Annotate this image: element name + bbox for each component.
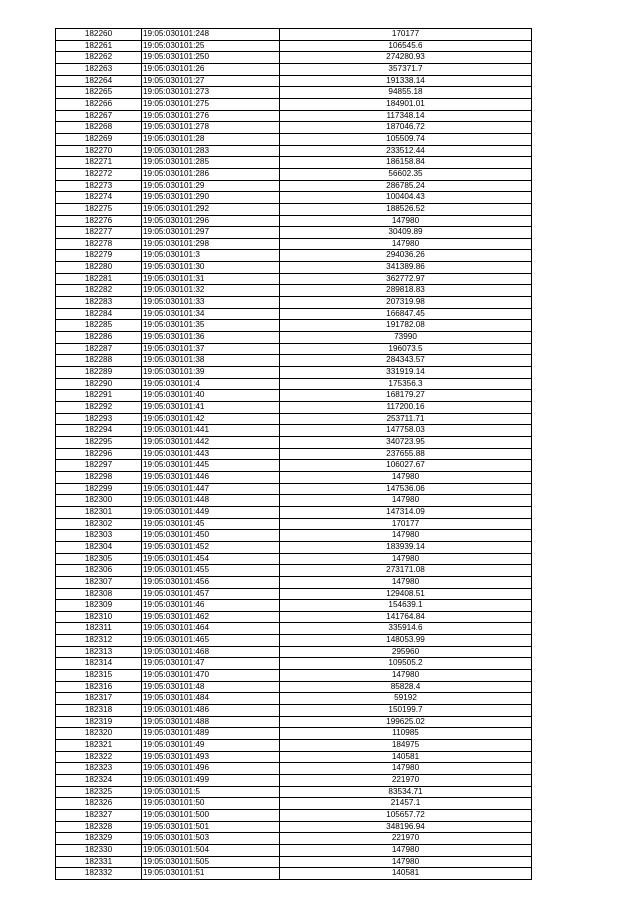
cadastral-value-cell: 191338.14	[280, 75, 532, 87]
table-row	[56, 250, 532, 262]
record-number-cell: 182308	[56, 588, 142, 600]
cadastral-number-cell: 19:05:030101:448	[142, 495, 280, 507]
document-sheet	[55, 28, 532, 880]
record-number-cell: 182310	[56, 611, 142, 623]
cadastral-number-cell: 19:05:030101:250	[142, 52, 280, 64]
cadastral-value-cell: 106027.67	[280, 460, 532, 472]
table-row	[56, 87, 532, 99]
cadastral-value-cell: 147980	[280, 530, 532, 542]
record-number-cell: 182270	[56, 145, 142, 157]
cadastral-value-cell: 106545.6	[280, 40, 532, 52]
table-row	[56, 705, 532, 717]
table-row	[56, 98, 532, 110]
table-row	[56, 740, 532, 752]
cadastral-number-cell: 19:05:030101:41	[142, 402, 280, 414]
table-row	[56, 506, 532, 518]
cadastral-value-cell: 147980	[280, 215, 532, 227]
table-row	[56, 133, 532, 145]
cadastral-number-cell: 19:05:030101:462	[142, 611, 280, 623]
record-number-cell: 182307	[56, 576, 142, 588]
cadastral-number-cell: 19:05:030101:25	[142, 40, 280, 52]
record-number-cell: 182269	[56, 133, 142, 145]
cadastral-value-cell: 187046.72	[280, 122, 532, 134]
cadastral-number-cell: 19:05:030101:4	[142, 378, 280, 390]
table-row	[56, 553, 532, 565]
record-number-cell: 182321	[56, 740, 142, 752]
table-row	[56, 180, 532, 192]
cadastral-number-cell: 19:05:030101:505	[142, 856, 280, 868]
cadastral-number-cell: 19:05:030101:450	[142, 530, 280, 542]
table-row	[56, 576, 532, 588]
cadastral-value-cell: 147980	[280, 495, 532, 507]
record-number-cell: 182266	[56, 98, 142, 110]
table-row	[56, 355, 532, 367]
cadastral-number-cell: 19:05:030101:30	[142, 262, 280, 274]
record-number-cell: 182267	[56, 110, 142, 122]
cadastral-value-cell: 188526.52	[280, 203, 532, 215]
record-number-cell: 182324	[56, 775, 142, 787]
cadastral-number-cell: 19:05:030101:45	[142, 518, 280, 530]
record-number-cell: 182273	[56, 180, 142, 192]
cadastral-value-cell: 147980	[280, 238, 532, 250]
record-number-cell: 182317	[56, 693, 142, 705]
record-number-cell: 182277	[56, 227, 142, 239]
record-number-cell: 182319	[56, 716, 142, 728]
cadastral-value-cell: 117200.16	[280, 402, 532, 414]
table-row	[56, 670, 532, 682]
table-row	[56, 29, 532, 41]
table-row	[56, 565, 532, 577]
cadastral-number-cell: 19:05:030101:35	[142, 320, 280, 332]
table-row	[56, 833, 532, 845]
cadastral-number-cell: 19:05:030101:298	[142, 238, 280, 250]
cadastral-value-cell: 295960	[280, 646, 532, 658]
table-row	[56, 203, 532, 215]
table-row	[56, 600, 532, 612]
table-row	[56, 297, 532, 309]
table-row	[56, 378, 532, 390]
cadastral-value-cell: 150199.7	[280, 705, 532, 717]
cadastral-value-cell: 186158.84	[280, 157, 532, 169]
table-body	[56, 29, 532, 880]
record-number-cell: 182278	[56, 238, 142, 250]
cadastral-value-cell: 110985	[280, 728, 532, 740]
cadastral-value-cell: 199625.02	[280, 716, 532, 728]
cadastral-number-cell: 19:05:030101:50	[142, 798, 280, 810]
cadastral-number-cell: 19:05:030101:26	[142, 63, 280, 75]
cadastral-number-cell: 19:05:030101:468	[142, 646, 280, 658]
cadastral-value-cell: 147980	[280, 576, 532, 588]
cadastral-value-cell: 109505.2	[280, 658, 532, 670]
cadastral-value-cell: 73990	[280, 332, 532, 344]
cadastral-number-cell: 19:05:030101:500	[142, 809, 280, 821]
table-row	[56, 844, 532, 856]
cadastral-number-cell: 19:05:030101:34	[142, 308, 280, 320]
table-row	[56, 425, 532, 437]
table-row	[56, 646, 532, 658]
cadastral-number-cell: 19:05:030101:452	[142, 541, 280, 553]
cadastral-value-cell: 273171.08	[280, 565, 532, 577]
cadastral-value-cell: 59192	[280, 693, 532, 705]
cadastral-number-cell: 19:05:030101:470	[142, 670, 280, 682]
cadastral-value-cell: 274280.93	[280, 52, 532, 64]
cadastral-value-cell: 221970	[280, 775, 532, 787]
cadastral-number-cell: 19:05:030101:292	[142, 203, 280, 215]
table-row	[56, 786, 532, 798]
cadastral-number-cell: 19:05:030101:248	[142, 29, 280, 41]
record-number-cell: 182282	[56, 285, 142, 297]
cadastral-value-cell: 191782.08	[280, 320, 532, 332]
table-row	[56, 192, 532, 204]
cadastral-value-cell: 340723.95	[280, 436, 532, 448]
table-row	[56, 751, 532, 763]
cadastral-value-cell: 140581	[280, 868, 532, 880]
record-number-cell: 182272	[56, 168, 142, 180]
cadastral-number-cell: 19:05:030101:286	[142, 168, 280, 180]
cadastral-number-cell: 19:05:030101:296	[142, 215, 280, 227]
cadastral-value-cell: 207319.98	[280, 297, 532, 309]
table-row	[56, 821, 532, 833]
record-number-cell: 182260	[56, 29, 142, 41]
table-row	[56, 52, 532, 64]
table-row	[56, 460, 532, 472]
table-row	[56, 157, 532, 169]
cadastral-number-cell: 19:05:030101:46	[142, 600, 280, 612]
record-number-cell: 182306	[56, 565, 142, 577]
table-row	[56, 775, 532, 787]
cadastral-value-cell: 30409.89	[280, 227, 532, 239]
table-row	[56, 588, 532, 600]
cadastral-number-cell: 19:05:030101:449	[142, 506, 280, 518]
record-number-cell: 182287	[56, 343, 142, 355]
cadastral-number-cell: 19:05:030101:297	[142, 227, 280, 239]
table-row	[56, 681, 532, 693]
record-number-cell: 182263	[56, 63, 142, 75]
cadastral-number-cell: 19:05:030101:275	[142, 98, 280, 110]
cadastral-value-cell: 117348.14	[280, 110, 532, 122]
cadastral-number-cell: 19:05:030101:33	[142, 297, 280, 309]
cadastral-value-cell: 184975	[280, 740, 532, 752]
table-row	[56, 273, 532, 285]
record-number-cell: 182275	[56, 203, 142, 215]
cadastral-number-cell: 19:05:030101:503	[142, 833, 280, 845]
cadastral-number-cell: 19:05:030101:32	[142, 285, 280, 297]
cadastral-value-cell: 147758.03	[280, 425, 532, 437]
record-number-cell: 182276	[56, 215, 142, 227]
cadastral-number-cell: 19:05:030101:464	[142, 623, 280, 635]
record-number-cell: 182280	[56, 262, 142, 274]
cadastral-value-cell: 83534.71	[280, 786, 532, 798]
record-number-cell: 182286	[56, 332, 142, 344]
cadastral-number-cell: 19:05:030101:29	[142, 180, 280, 192]
record-number-cell: 182284	[56, 308, 142, 320]
record-number-cell: 182295	[56, 436, 142, 448]
table-row	[56, 798, 532, 810]
table-row	[56, 413, 532, 425]
table-row	[56, 285, 532, 297]
table-row	[56, 40, 532, 52]
cadastral-value-cell: 148053.99	[280, 635, 532, 647]
cadastral-value-cell: 357371.7	[280, 63, 532, 75]
table-row	[56, 530, 532, 542]
cadastral-value-cell: 168179.27	[280, 390, 532, 402]
cadastral-value-cell: 147314.09	[280, 506, 532, 518]
table-row	[56, 227, 532, 239]
record-number-cell: 182279	[56, 250, 142, 262]
table-row	[56, 122, 532, 134]
record-number-cell: 182326	[56, 798, 142, 810]
cadastral-value-cell: 286785.24	[280, 180, 532, 192]
cadastral-number-cell: 19:05:030101:28	[142, 133, 280, 145]
cadastral-number-cell: 19:05:030101:443	[142, 448, 280, 460]
table-row	[56, 611, 532, 623]
cadastral-number-cell: 19:05:030101:47	[142, 658, 280, 670]
table-row	[56, 693, 532, 705]
record-number-cell: 182296	[56, 448, 142, 460]
cadastral-value-cell: 105509.74	[280, 133, 532, 145]
table-row	[56, 343, 532, 355]
cadastral-number-cell: 19:05:030101:49	[142, 740, 280, 752]
record-number-cell: 182311	[56, 623, 142, 635]
cadastral-value-cell: 147980	[280, 856, 532, 868]
cadastral-value-cell: 253711.71	[280, 413, 532, 425]
cadastral-value-cell: 147980	[280, 844, 532, 856]
cadastral-number-cell: 19:05:030101:290	[142, 192, 280, 204]
cadastral-value-cell: 294036.26	[280, 250, 532, 262]
cadastral-number-cell: 19:05:030101:31	[142, 273, 280, 285]
cadastral-number-cell: 19:05:030101:455	[142, 565, 280, 577]
cadastral-number-cell: 19:05:030101:504	[142, 844, 280, 856]
record-number-cell: 182303	[56, 530, 142, 542]
table-row	[56, 308, 532, 320]
cadastral-number-cell: 19:05:030101:496	[142, 763, 280, 775]
record-number-cell: 182302	[56, 518, 142, 530]
record-number-cell: 182305	[56, 553, 142, 565]
record-number-cell: 182316	[56, 681, 142, 693]
cadastral-value-cell: 100404.43	[280, 192, 532, 204]
table-row	[56, 215, 532, 227]
cadastral-value-cell: 129408.51	[280, 588, 532, 600]
table-row	[56, 856, 532, 868]
table-row	[56, 145, 532, 157]
table-row	[56, 110, 532, 122]
record-number-cell: 182298	[56, 471, 142, 483]
table-row	[56, 367, 532, 379]
cadastral-value-cell: 147980	[280, 763, 532, 775]
cadastral-number-cell: 19:05:030101:273	[142, 87, 280, 99]
cadastral-number-cell: 19:05:030101:445	[142, 460, 280, 472]
cadastral-number-cell: 19:05:030101:488	[142, 716, 280, 728]
record-number-cell: 182309	[56, 600, 142, 612]
cadastral-value-cell: 21457.1	[280, 798, 532, 810]
cadastral-number-cell: 19:05:030101:36	[142, 332, 280, 344]
record-number-cell: 182291	[56, 390, 142, 402]
table-row	[56, 635, 532, 647]
record-number-cell: 182304	[56, 541, 142, 553]
table-row	[56, 716, 532, 728]
record-number-cell: 182292	[56, 402, 142, 414]
cadastral-number-cell: 19:05:030101:42	[142, 413, 280, 425]
table-row	[56, 168, 532, 180]
cadastral-value-cell: 289818.83	[280, 285, 532, 297]
cadastral-value-cell: 147980	[280, 670, 532, 682]
cadastral-number-cell: 19:05:030101:442	[142, 436, 280, 448]
cadastral-number-cell: 19:05:030101:39	[142, 367, 280, 379]
table-row	[56, 518, 532, 530]
cadastral-number-cell: 19:05:030101:38	[142, 355, 280, 367]
record-number-cell: 182327	[56, 809, 142, 821]
table-row	[56, 495, 532, 507]
record-number-cell: 182293	[56, 413, 142, 425]
table-row	[56, 436, 532, 448]
table-row	[56, 262, 532, 274]
cadastral-number-cell: 19:05:030101:5	[142, 786, 280, 798]
record-number-cell: 182329	[56, 833, 142, 845]
table-row	[56, 471, 532, 483]
record-number-cell: 182299	[56, 483, 142, 495]
cadastral-value-cell: 362772.97	[280, 273, 532, 285]
cadastral-number-cell: 19:05:030101:48	[142, 681, 280, 693]
cadastral-number-cell: 19:05:030101:499	[142, 775, 280, 787]
table-row	[56, 763, 532, 775]
record-number-cell: 182315	[56, 670, 142, 682]
cadastral-number-cell: 19:05:030101:501	[142, 821, 280, 833]
record-number-cell: 182268	[56, 122, 142, 134]
table-row	[56, 238, 532, 250]
table-row	[56, 390, 532, 402]
cadastral-value-cell: 141764.84	[280, 611, 532, 623]
record-number-cell: 182312	[56, 635, 142, 647]
cadastral-value-cell: 56602.35	[280, 168, 532, 180]
cadastral-value-cell: 166847.45	[280, 308, 532, 320]
cadastral-value-cell: 237655.88	[280, 448, 532, 460]
cadastral-value-cell: 196073.5	[280, 343, 532, 355]
table-row	[56, 541, 532, 553]
table-row	[56, 402, 532, 414]
cadastral-value-cell: 85828.4	[280, 681, 532, 693]
cadastral-value-cell: 147980	[280, 471, 532, 483]
cadastral-number-cell: 19:05:030101:493	[142, 751, 280, 763]
record-number-cell: 182265	[56, 87, 142, 99]
table-row	[56, 63, 532, 75]
cadastral-number-cell: 19:05:030101:51	[142, 868, 280, 880]
record-number-cell: 182290	[56, 378, 142, 390]
cadastral-number-cell: 19:05:030101:486	[142, 705, 280, 717]
cadastral-value-cell: 175356.3	[280, 378, 532, 390]
record-number-cell: 182318	[56, 705, 142, 717]
cadastral-number-cell: 19:05:030101:447	[142, 483, 280, 495]
cadastral-value-cell: 221970	[280, 833, 532, 845]
record-number-cell: 182289	[56, 367, 142, 379]
cadastral-number-cell: 19:05:030101:454	[142, 553, 280, 565]
record-number-cell: 182285	[56, 320, 142, 332]
cadastral-value-cell: 105657.72	[280, 809, 532, 821]
cadastral-value-cell: 154639.1	[280, 600, 532, 612]
record-number-cell: 182323	[56, 763, 142, 775]
cadastral-value-cell: 94855.18	[280, 87, 532, 99]
record-number-cell: 182271	[56, 157, 142, 169]
table-row	[56, 332, 532, 344]
cadastral-value-cell: 284343.57	[280, 355, 532, 367]
cadastral-number-cell: 19:05:030101:456	[142, 576, 280, 588]
cadastral-value-cell: 341389.86	[280, 262, 532, 274]
cadastral-value-cell: 348196.94	[280, 821, 532, 833]
table-row	[56, 868, 532, 880]
cadastral-number-cell: 19:05:030101:27	[142, 75, 280, 87]
record-number-cell: 182314	[56, 658, 142, 670]
cadastral-value-cell: 140581	[280, 751, 532, 763]
cadastral-number-cell: 19:05:030101:446	[142, 471, 280, 483]
cadastral-value-cell: 147980	[280, 553, 532, 565]
cadastral-number-cell: 19:05:030101:489	[142, 728, 280, 740]
record-number-cell: 182274	[56, 192, 142, 204]
cadastral-value-cell: 183939.14	[280, 541, 532, 553]
record-number-cell: 182261	[56, 40, 142, 52]
table-row	[56, 658, 532, 670]
cadastral-number-cell: 19:05:030101:278	[142, 122, 280, 134]
record-number-cell: 182262	[56, 52, 142, 64]
record-number-cell: 182301	[56, 506, 142, 518]
record-number-cell: 182288	[56, 355, 142, 367]
record-number-cell: 182313	[56, 646, 142, 658]
cadastral-value-cell: 335914.6	[280, 623, 532, 635]
cadastral-number-cell: 19:05:030101:276	[142, 110, 280, 122]
table-row	[56, 623, 532, 635]
record-number-cell: 182294	[56, 425, 142, 437]
cadastral-number-cell: 19:05:030101:283	[142, 145, 280, 157]
cadastral-number-cell: 19:05:030101:465	[142, 635, 280, 647]
record-number-cell: 182328	[56, 821, 142, 833]
table-row	[56, 75, 532, 87]
cadastral-value-cell: 331919.14	[280, 367, 532, 379]
record-number-cell: 182331	[56, 856, 142, 868]
table-row	[56, 448, 532, 460]
record-number-cell: 182320	[56, 728, 142, 740]
cadastral-value-cell: 170177	[280, 29, 532, 41]
record-number-cell: 182297	[56, 460, 142, 472]
table-row	[56, 320, 532, 332]
record-number-cell: 182264	[56, 75, 142, 87]
table-row	[56, 728, 532, 740]
cadastral-number-cell: 19:05:030101:441	[142, 425, 280, 437]
record-number-cell: 182330	[56, 844, 142, 856]
cadastral-number-cell: 19:05:030101:457	[142, 588, 280, 600]
record-number-cell: 182322	[56, 751, 142, 763]
cadastral-number-cell: 19:05:030101:37	[142, 343, 280, 355]
table-row	[56, 483, 532, 495]
cadastral-value-cell: 170177	[280, 518, 532, 530]
cadastral-value-cell: 147536.06	[280, 483, 532, 495]
cadastral-number-cell: 19:05:030101:40	[142, 390, 280, 402]
cadastral-value-table	[55, 28, 532, 880]
record-number-cell: 182283	[56, 297, 142, 309]
record-number-cell: 182332	[56, 868, 142, 880]
table-row	[56, 809, 532, 821]
record-number-cell: 182300	[56, 495, 142, 507]
record-number-cell: 182281	[56, 273, 142, 285]
record-number-cell: 182325	[56, 786, 142, 798]
cadastral-value-cell: 184901.01	[280, 98, 532, 110]
cadastral-value-cell: 233512.44	[280, 145, 532, 157]
cadastral-number-cell: 19:05:030101:285	[142, 157, 280, 169]
cadastral-number-cell: 19:05:030101:484	[142, 693, 280, 705]
cadastral-number-cell: 19:05:030101:3	[142, 250, 280, 262]
